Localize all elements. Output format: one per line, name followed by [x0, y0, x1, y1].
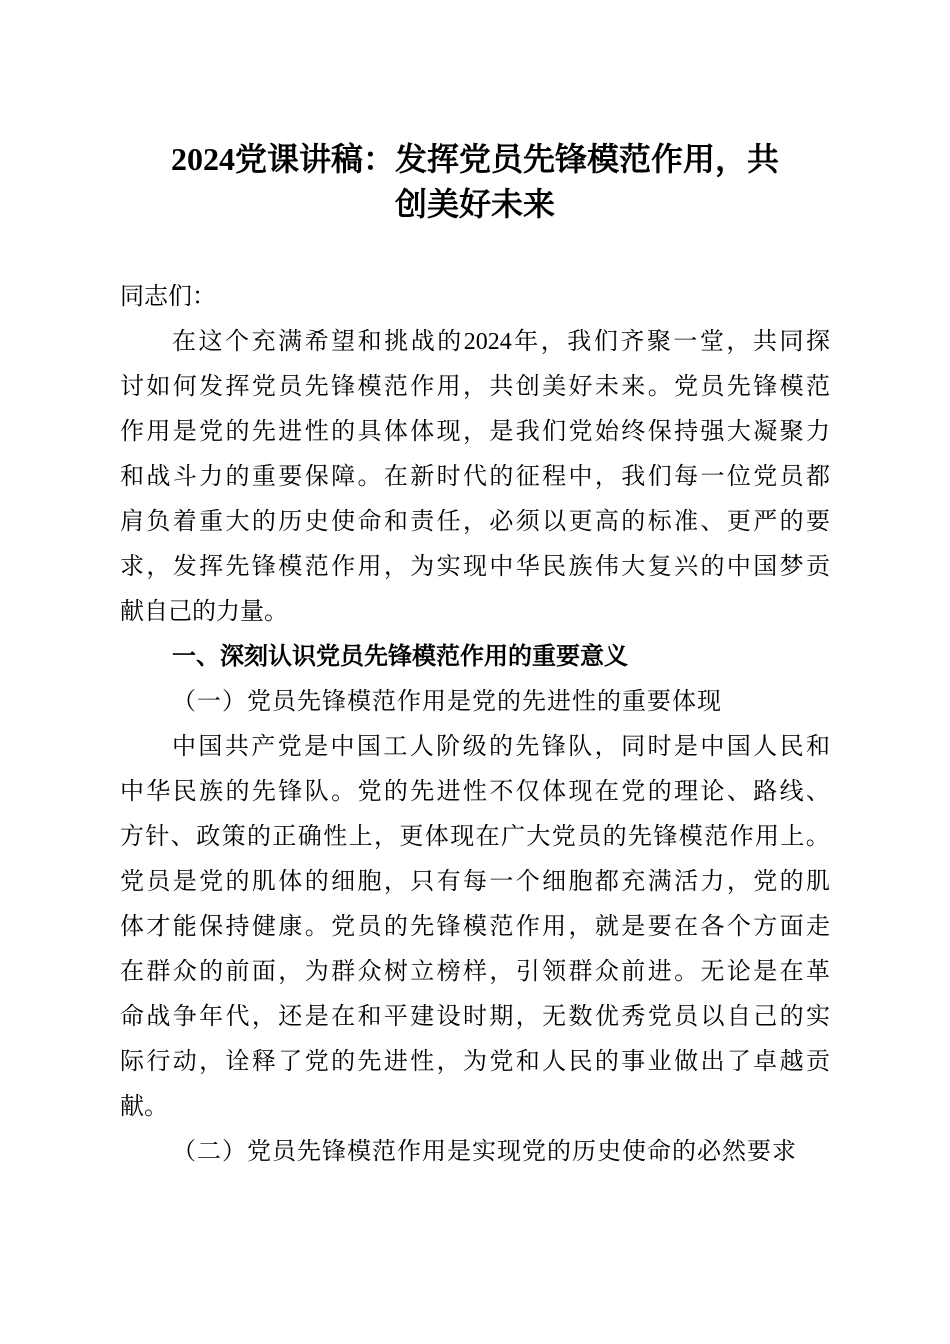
text-line: 方针、政策的正确性上，更体现在广大党员的先锋模范作用上。 [120, 824, 830, 850]
title-line-1: 2024党课讲稿：发挥党员先锋模范作用，共 [170, 141, 779, 177]
text-line: 作用是党的先进性的具体体现，是我们党始终保持强大凝聚力 [120, 419, 830, 445]
title-line-2: 创美好未来 [394, 186, 555, 222]
text-line: 和战斗力的重要保障。在新时代的征程中，我们每一位党员都 [120, 464, 830, 490]
document-title [0, 137, 950, 227]
text-line: 体才能保持健康。党员的先锋模范作用，就是要在各个方面走 [120, 914, 830, 940]
subsection-heading-2: （二）党员先锋模范作用是实现党的历史使命的必然要求 [172, 1139, 797, 1165]
text-line: 在这个充满希望和挑战的2024年，我们齐聚一堂，共同探 [172, 329, 830, 355]
text-line: 党员是党的肌体的细胞，只有每一个细胞都充满活力，党的肌 [120, 869, 830, 895]
text-line: 献。 [120, 1094, 168, 1120]
subsection-heading-1: （一）党员先锋模范作用是党的先进性的重要体现 [172, 689, 722, 715]
text-line: 际行动，诠释了党的先进性，为党和人民的事业做出了卓越贡 [120, 1049, 830, 1075]
text-line: 在群众的前面，为群众树立榜样，引领群众前进。无论是在革 [120, 959, 830, 985]
intro-paragraph [120, 320, 830, 635]
text-line: 中国共产党是中国工人阶级的先锋队，同时是中国人民和 [172, 734, 830, 760]
text-line: 中华民族的先锋队。党的先进性不仅体现在党的理论、路线、 [120, 779, 830, 805]
salutation: 同志们： [120, 284, 216, 310]
text-line: 献自己的力量。 [120, 599, 288, 625]
text-line: 讨如何发挥党员先锋模范作用，共创美好未来。党员先锋模范 [120, 374, 830, 400]
text-line: 命战争年代，还是在和平建设时期，无数优秀党员以自己的实 [120, 1004, 830, 1030]
text-line: 肩负着重大的历史使命和责任，必须以更高的标准、更严的要 [120, 509, 830, 535]
text-line: 求，发挥先锋模范作用，为实现中华民族伟大复兴的中国梦贡 [120, 554, 830, 580]
section-heading-1: 一、深刻认识党员先锋模范作用的重要意义 [172, 644, 628, 670]
subsection-1-paragraph [120, 725, 830, 1130]
document-body [120, 275, 830, 1175]
